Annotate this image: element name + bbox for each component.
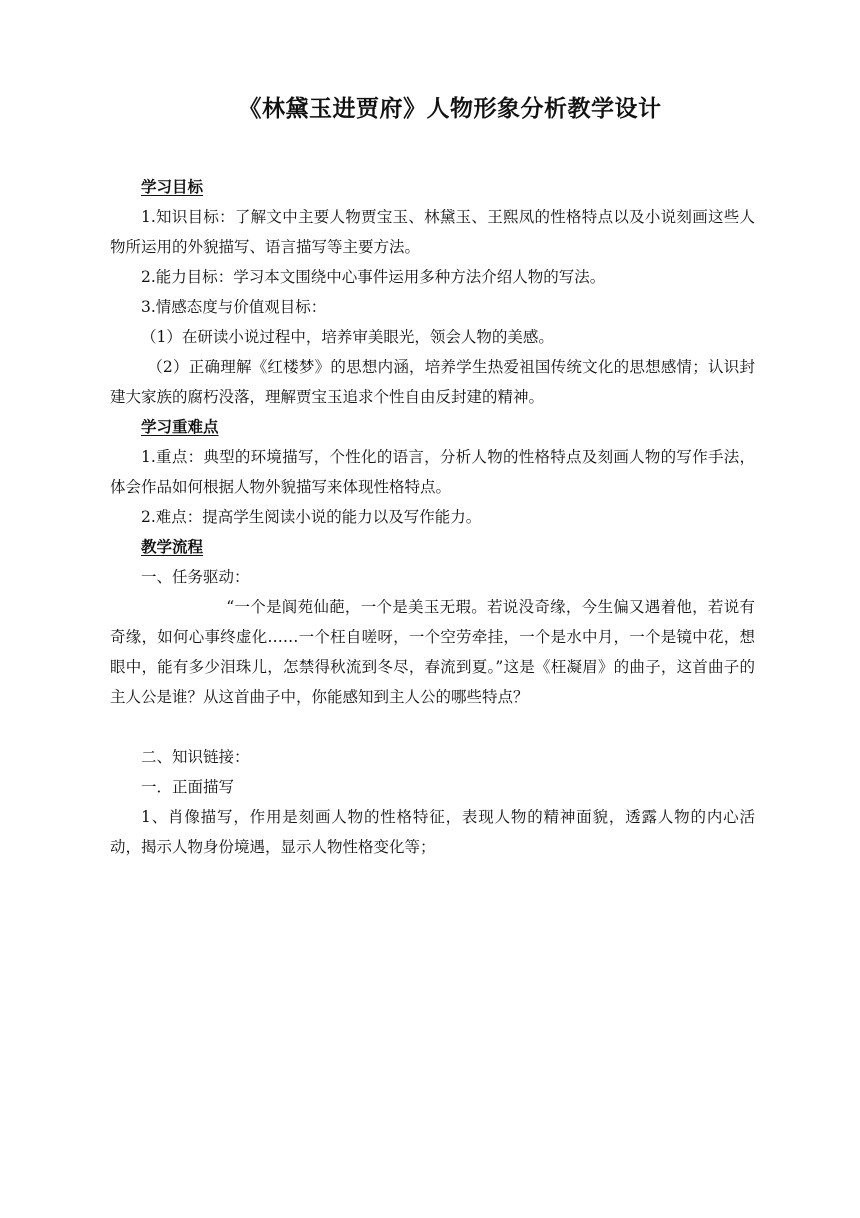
document-title: 《林黛玉进贾府》人物形象分析教学设计 [238, 96, 662, 122]
portrait-description: 1、肖像描写，作用是刻画人物的性格特征，表现人物的精神面貌，透露人物的内心活动，揭示人物身份境遇，显示人物性格变化等； [110, 808, 755, 856]
objective-ability: 2.能力目标：学习本文围绕中心事件运用多种方法介绍人物的写法。 [141, 268, 606, 286]
objective-emotion-2: （2）正确理解《红楼梦》的思想内涵，培养学生热爱祖国传统文化的思想感情；认识封建大家族的腐朽没落，理解贾宝玉追求个性自由反封建的精神。 [110, 358, 755, 406]
objective-emotion: 3.情感态度与价值观目标： [141, 298, 327, 316]
direct-description-heading: 一．正面描写 [141, 778, 235, 796]
objective-knowledge: 1.知识目标：了解文中主要人物贾宝玉、林黛玉、王熙凤的性格特点以及小说刻画这些人物所运用的外貌描写、语言描写等主要方法。 [110, 208, 755, 256]
objectives-heading: 学习目标 [141, 177, 204, 196]
key-points-heading: 学习重难点 [141, 417, 219, 436]
knowledge-link-heading: 二、知识链接： [141, 748, 250, 766]
document-body [110, 172, 755, 862]
task-quote: “一个是阆苑仙葩，一个是美玉无瑕。若说没奇缘，今生偏又遇着他，若说有奇缘，如何心事终虚化……一个枉自嗟呀，一个空劳牵挂，一个是水中月，一个是镜中花，想眼中，能有多少泪珠儿，怎禁得秋流到冬尽，春流到夏。”这是《枉凝眉》的曲子，这首曲子的主人公是谁？从这首曲子中，你能感知到主人公的哪些特点？ [110, 598, 755, 706]
spacer [110, 712, 755, 742]
objective-emotion-1: （1）在研读小说过程中，培养审美眼光，领会人物的美感。 [141, 328, 554, 346]
key-point-difficulty: 2.难点：提高学生阅读小说的能力以及写作能力。 [141, 508, 482, 526]
process-heading: 教学流程 [141, 537, 204, 556]
key-point-focus: 1.重点：典型的环境描写，个性化的语言，分析人物的性格特点及刻画人物的写作手法，体会作品如何根据人物外貌描写来体现性格特点。 [110, 448, 755, 496]
task-heading: 一、任务驱动： [141, 568, 250, 586]
